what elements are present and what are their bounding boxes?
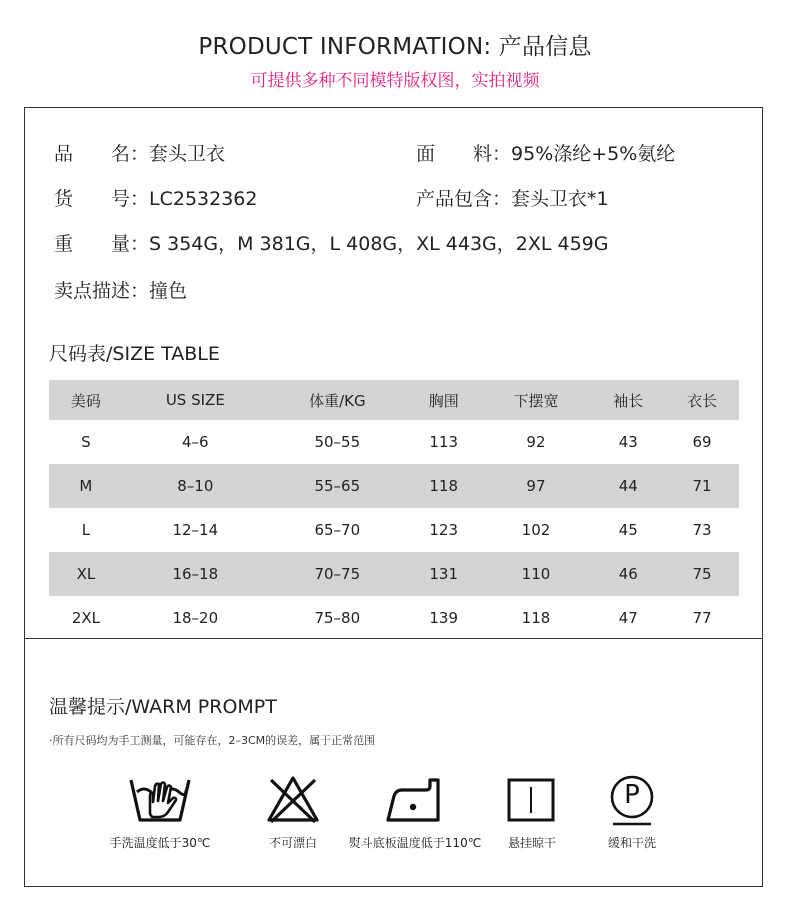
table-cell: 73 [692, 521, 712, 539]
iron-icon [340, 772, 490, 826]
page-title: PRODUCT INFORMATION: 产品信息 [198, 34, 592, 60]
warm-prompt-note: ·所有尺码均为手工测量，可能存在，2–3CM的误差，属于正常范围 [49, 734, 376, 747]
column-header: US SIZE [165, 391, 225, 409]
table-cell: 102 [521, 521, 551, 539]
table-cell: 12–14 [172, 521, 219, 539]
selling-point-label: 卖点描述： [54, 280, 150, 302]
table-cell: 47 [618, 609, 638, 627]
product-name-label: 品 名： [54, 143, 150, 165]
table-cell: 44 [618, 477, 638, 495]
table-row [49, 508, 739, 552]
table-cell: 123 [429, 521, 459, 539]
size-table-header-row [49, 380, 739, 420]
table-cell: 118 [429, 477, 459, 495]
table-row [49, 552, 739, 596]
table-cell: 45 [618, 521, 638, 539]
table-cell: 71 [692, 477, 712, 495]
table-row [49, 596, 739, 640]
column-header: 袖长 [613, 391, 644, 410]
care-item-no-bleach [240, 772, 346, 851]
iron-label: 熨斗底板温度低于110℃ [348, 836, 482, 850]
table-cell: 118 [521, 609, 551, 627]
table-row [49, 420, 739, 464]
table-cell: 139 [429, 609, 459, 627]
table-cell: S [81, 433, 91, 451]
hand-wash-label: 手洗温度低于30℃ [109, 836, 211, 850]
table-cell: 75–80 [314, 609, 361, 627]
no-bleach-icon [240, 772, 346, 826]
sku-row [54, 184, 258, 211]
table-cell: 70–75 [314, 565, 361, 583]
no-bleach-label: 不可漂白 [268, 836, 317, 850]
dry-clean-p-icon [605, 772, 659, 826]
size-table [49, 380, 739, 640]
product-name-row [54, 139, 225, 166]
table-cell: 50–55 [314, 433, 361, 451]
hand-wash-icon [100, 772, 220, 826]
fabric-row [416, 139, 675, 166]
contents-value: 套头卫衣*1 [511, 188, 609, 210]
care-item-hand-wash [100, 772, 220, 851]
table-cell: 18–20 [172, 609, 219, 627]
weight-label: 重 量： [54, 233, 150, 255]
fabric-value: 95%涤纶+5%氨纶 [511, 143, 676, 165]
sku-label: 货 号： [54, 188, 150, 210]
table-cell: 16–18 [172, 565, 219, 583]
warm-prompt-heading: 温馨提示/WARM PROMPT [49, 696, 277, 718]
sku-value: LC2532362 [149, 188, 258, 210]
care-item-iron [340, 772, 490, 851]
table-row [49, 464, 739, 508]
table-cell: 75 [692, 565, 712, 583]
table-cell: 110 [521, 565, 551, 583]
table-cell: 92 [526, 433, 546, 451]
table-cell: 46 [618, 565, 638, 583]
dry-clean-label: 缓和干洗 [607, 836, 656, 850]
care-item-hang-dry [486, 772, 578, 851]
contents-label: 产品包含： [416, 188, 512, 210]
table-cell: 8–10 [177, 477, 214, 495]
table-cell: 113 [429, 433, 459, 451]
column-header: 衣长 [687, 391, 718, 410]
table-cell: 43 [618, 433, 638, 451]
size-table-heading: 尺码表/SIZE TABLE [49, 343, 220, 365]
weight-value: S 354G，M 381G，L 408G，XL 443G，2XL 459G [149, 233, 609, 255]
table-cell: L [81, 521, 91, 539]
table-cell: 131 [429, 565, 459, 583]
table-cell: XL [76, 565, 96, 583]
table-cell: M [79, 477, 93, 495]
dry-clean-symbol: P [624, 780, 640, 810]
table-cell: 77 [692, 609, 712, 627]
product-name-value: 套头卫衣 [149, 143, 226, 165]
column-header: 胸围 [428, 391, 459, 410]
column-header: 美码 [70, 391, 101, 410]
selling-point-row [54, 276, 187, 303]
weight-row [54, 229, 609, 256]
column-header: 下摆宽 [513, 391, 559, 410]
care-item-dry-clean [589, 772, 675, 851]
column-header: 体重/KG [309, 391, 366, 410]
hang-dry-label: 悬挂晾干 [507, 836, 556, 850]
page-subtitle: 可提供多种不同模特版权图，实拍视频 [250, 71, 540, 91]
contents-row [416, 184, 609, 211]
table-cell: 97 [526, 477, 546, 495]
table-cell: 65–70 [314, 521, 361, 539]
table-cell: 2XL [71, 609, 100, 627]
hang-dry-icon [486, 772, 578, 826]
fabric-label: 面 料： [416, 143, 512, 165]
table-cell: 55–65 [314, 477, 361, 495]
table-cell: 69 [692, 433, 712, 451]
table-cell: 4–6 [182, 433, 209, 451]
selling-point-value: 撞色 [149, 280, 188, 302]
